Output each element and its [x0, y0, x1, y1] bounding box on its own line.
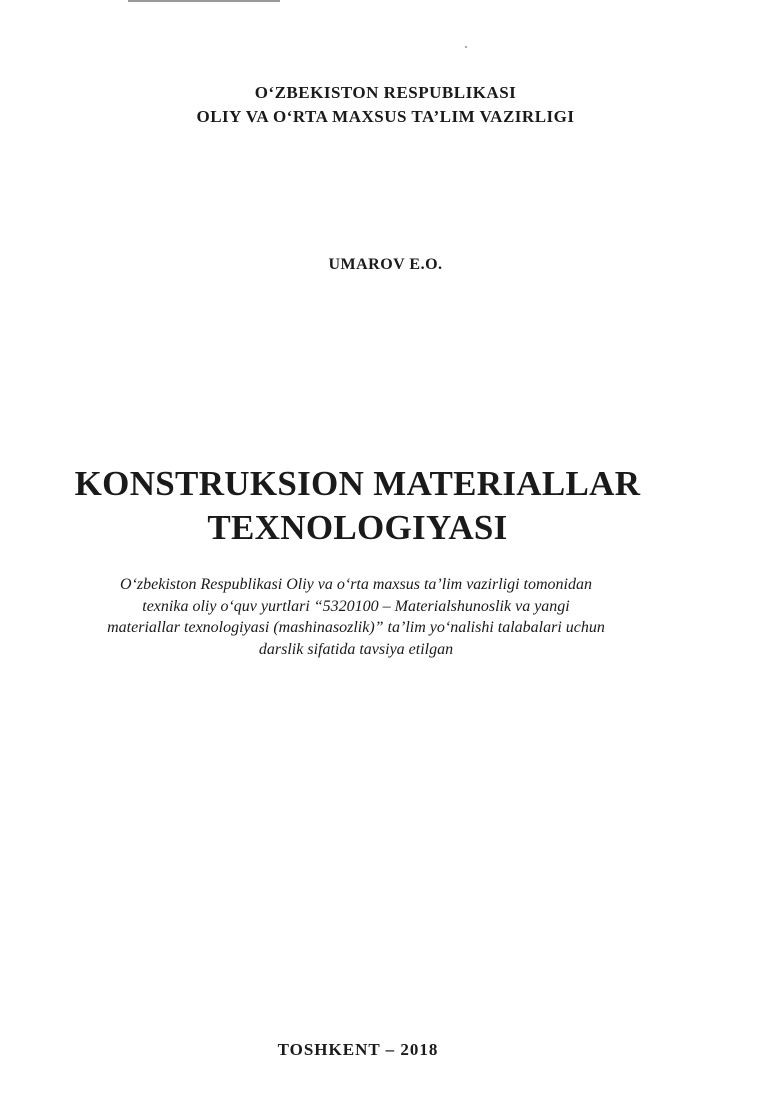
book-title — [0, 462, 715, 550]
book-title-line-1: KONSTRUKSION MATERIALLAR — [74, 464, 641, 503]
ministry-header — [0, 81, 771, 129]
place-and-year: TOSHKENT – 2018 — [277, 1040, 439, 1059]
recommendation-note — [0, 574, 712, 660]
recommendation-line-1: O‘zbekiston Respublikasi Oliy va o‘rta maxsus ta’lim vazirligi tomonidan — [120, 576, 592, 593]
ministry-line-republic: O‘ZBEKISTON RESPUBLIKASI — [254, 83, 517, 102]
scan-speck — [465, 46, 467, 48]
book-title-line-2: TEXNOLOGIYASI — [207, 508, 508, 547]
ministry-line-ministry: OLIY VA O‘RTA MAXSUS TA’LIM VAZIRLIGI — [196, 107, 575, 126]
recommendation-line-4: darslik sifatida tavsiya etilgan — [258, 640, 454, 658]
recommendation-line-2: texnika oliy o‘quv yurtlari “5320100 – Materialshunoslik va yangi — [142, 597, 570, 615]
author-name: UMAROV E.O. — [328, 256, 443, 273]
scan-edge-mark — [128, 0, 280, 2]
recommendation-line-3: materiallar texnologiyasi (mashinasozlik)” ta’lim yo‘nalishi talabalari uchun — [107, 619, 605, 636]
